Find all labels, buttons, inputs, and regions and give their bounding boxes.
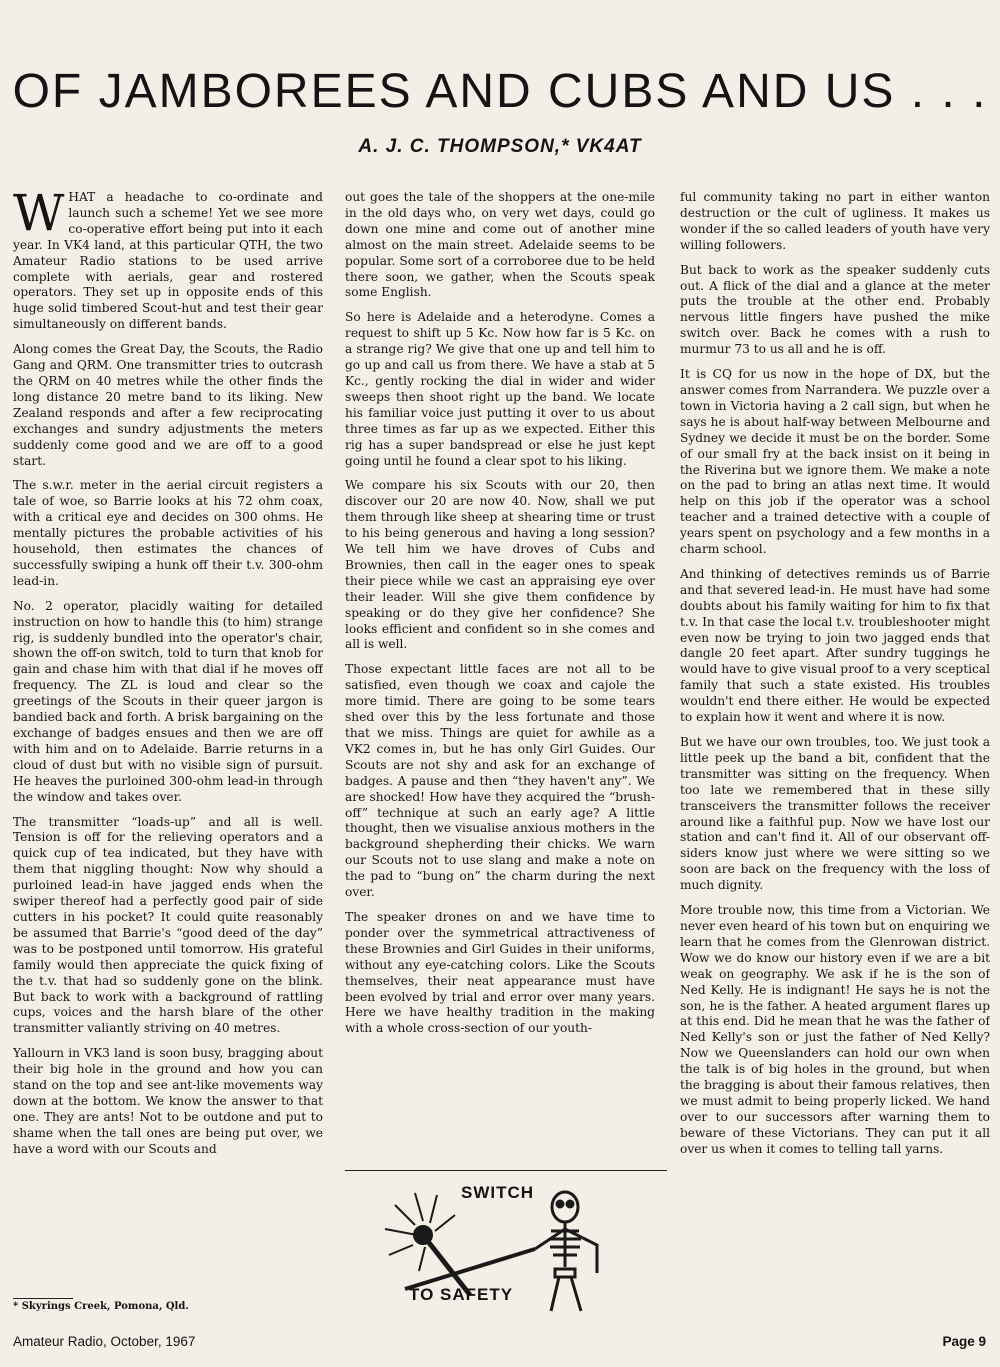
paragraph	[345, 190, 655, 301]
paragraph-text: The s.w.r. meter in the aerial circuit registers a tale of woe, so Barrie looks at his 72 ohm coax, with a critical eye and decides on 300 ohms. He mentally pictures the probable activities of his household, then estimates the chances of successfully swiping a hunk off their t.v. 300-ohm lead-in.	[13, 478, 323, 588]
paragraph-text: ful community taking no part in either wanton destruction or the cult of ugliness. It makes us wonder if the so called leaders of youth have very willing followers.	[680, 190, 990, 252]
paragraph-text: HAT a headache to co-ordinate and launch such a scheme! Yet we see more co-operative effort being put into it each year. In VK4 land, at this particular QTH, the two Amateur Radio stations to be used arrive complete with aerials, gear and rostered operators. They set up in opposite ends of this huge solid timbered Scout-hut and test their gear simultaneously on different bands.	[13, 190, 323, 332]
illustration-text-bottom: TO SAFETY	[409, 1285, 514, 1304]
article-column-3	[680, 190, 990, 1310]
paragraph	[345, 662, 655, 901]
paragraph	[680, 735, 990, 894]
article-title: OF JAMBOREES AND CUBS AND US . . .	[12, 65, 988, 118]
paragraph-text: Along comes the Great Day, the Scouts, the Radio Gang and QRM. One transmitter tries to outcrash the QRM on 40 metres while the other finds the long distance 20 metre band to its liking. New Zealand responds and after a few reciprocating exchanges and sundry adjustments the meters suddenly come good and we are off to a good start.	[13, 342, 323, 468]
switch-to-safety-illustration	[375, 1185, 645, 1315]
paragraph	[680, 903, 990, 1158]
paragraph-text: But we have our own troubles, too. We just took a little peek up the band a bit, confident that the transmitter was sitting on the frequency. When too late we remembered that in these silly transceivers the transmitter follows the receiver around like a faithful pup. Now we have lost our station and can't find it. All of our observant off-siders know just where we were sitting so we soon are back on the frequency with the loss of much dignity.	[680, 735, 990, 893]
illustration-rule	[345, 1170, 667, 1171]
paragraph-text: So here is Adelaide and a heterodyne. Comes a request to shift up 5 Kc. Now how far is 5 Kc. on a strange rig? We give that one up and tell him to go up and call us from there. We have a stab at 5 Kc., gently rocking the dial in wider and wider sweeps then shoot right up the band. We locate his familiar voice just putting it over to us about three times as far up as we expected. Either this rig has a super bandspread or else he just kept going until he found a clear spot to his liking.	[345, 310, 655, 468]
paragraph	[13, 599, 323, 806]
footer-publication: Amateur Radio, October, 1967	[13, 1334, 196, 1349]
paragraph-text: And thinking of detectives reminds us of Barrie and that severed lead-in. He must have had some doubts about his family waiting for him to fix that t.v. In that case the local t.v. troubleshooter might even now be trying to join two jagged ends that dangle 20 feet apart. After sundry tuggings he would have to give visual proof to a very sceptical family that such a state existed. His troubles wouldn't end there either. He would be expected to explain how it went and where it is now.	[680, 566, 990, 725]
paragraph	[680, 567, 990, 726]
paragraph-text: We compare his six Scouts with our 20, then discover our 20 are now 40. Now, shall we put them through like sheep at shearing time or trust to his being generous and having a long session? We tell him we have droves of Cubs and Brownies, then call in the eager ones to speak their piece while we cast an appraising eye over their leader. Will she give them confidence by speaking or do they give her confidence? She looks efficient and confident so in she comes and all is well.	[345, 478, 655, 652]
paragraph-text: out goes the tale of the shoppers at the one-mile in the old days who, on very wet days, could go down one mine and come out of another mine almost on the main street. Adelaide seems to be popular. Some sort of a corroboree due to be held there soon, we gather, when the Scouts speak some English.	[345, 190, 655, 300]
paragraph-text: Yallourn in VK3 land is soon busy, bragging about their big hole in the ground and how you can stand on the top and see ant-like movements way down at the bottom. We know the answer to that one. They are ants! Not to be outdone and put to shame when the tall ones are being put over, we have a word with our Scouts and	[13, 1046, 323, 1156]
illustration-text-top: SWITCH	[461, 1183, 535, 1202]
paragraph-text: The transmitter “loads-up” and all is well. Tension is off for the relieving operators and a quick cup of tea indicated, but they have with them that niggling thought: Now why should a purloined lead-in have jagged ends when the swiper thereof had a perfectly good pair of side cutters in his pocket? It could quite reasonably be assumed that Barrie's “good deed of the day” was to be postponed until tomorrow. His grateful family would then appreciate the quick fixing of the t.v. that had so suddenly gone on the blink. But back to work with a background of rattling cups, voices and the harsh blare of the other transmitter valiantly striving on 40 metres.	[13, 814, 323, 1036]
paragraph-text: No. 2 operator, placidly waiting for detailed instruction on how to handle this (to him) strange rig, is suddenly bundled into the operator's chair, shown the off-on switch, told to turn that knob for gain and chase him with that dial if he moves off frequency. The ZL is loud and clear so the greetings of the Scouts in their queer jargon is bandied back and forth. A brisk bargaining on the exchange of badges ensues and then we are off with him and on to Adelaide. Barrie returns in a cloud of dust but with no visible sign of pursuit. He heaves the purloined 300-ohm lead-in through the window and takes over.	[13, 598, 323, 804]
article-column-2	[345, 190, 655, 1160]
drop-cap: W	[13, 190, 65, 242]
paragraph	[345, 478, 655, 653]
article-byline: A. J. C. THOMPSON,* VK4AT	[358, 136, 642, 157]
paragraph-text: But back to work as the speaker suddenly cuts out. A flick of the dial and a glance at the meter puts the trouble at the other end. Probably nervous little fingers have pushed the mike switch over. Back he comes with a rush to murmur 73 to us all and he is off.	[680, 262, 990, 357]
paragraph	[13, 815, 323, 1038]
article-column-1	[13, 190, 323, 1295]
paragraph	[13, 478, 323, 589]
footnote-rule	[13, 1298, 73, 1299]
author-footnote: * Skyrings Creek, Pomona, Qld.	[13, 1301, 189, 1312]
paragraph-text: It is CQ for us now in the hope of DX, but the answer comes from Narrandera. We puzzle over a town in Victoria having a 2 call sign, but when he says he is about half-way between Melbourne and Sydney we decide it must be on the border. Some of our small fry at the back insist on it being in the Riverina but we ignore them. We make a note on the pad to bring an atlas next time. It would help on this job if the operator was a school teacher and a trained detective with a couple of years spent on psychology and a few months in a charm school.	[680, 367, 990, 557]
paragraph-text: The speaker drones on and we have time to ponder over the symmetrical attractiveness of these Brownies and Girl Guides in their uniforms, without any eye-catching colors. Like the Scouts themselves, their neat appearance must have been evolved by trial and error over many years. Here we have healthy tradition in the making with a whole cross-section of our youth-	[345, 909, 655, 1036]
paragraph	[13, 342, 323, 469]
footer-page-number: Page 9	[942, 1334, 986, 1349]
paragraph	[13, 1046, 323, 1157]
paragraph	[680, 190, 990, 254]
paragraph-text: More trouble now, this time from a Victorian. We never even heard of his town but on enquiring we learn that he comes from the Glenrowan district. Wow we do know our history even if we are a bit weak on geography. We ask if he is the son of Ned Kelly. He is indignant! He says he is not the son, he is the father. A heated argument flares up at this end. Did he mean that he was the father of Ned Kelly's son or just the father of Ned Kelly? Now we Queenslanders can hold our own when the talk is of big holes in the ground, but when the bragging is about their famous relatives, then we must admit to being properly licked. We hand over to our successors after warning them to beware of these Victorians. They can put it all over us when it comes to telling tall yarns.	[680, 903, 990, 1156]
paragraph	[680, 263, 990, 358]
paragraph	[345, 910, 655, 1037]
paragraph	[680, 367, 990, 558]
paragraph-text: Those expectant little faces are not all to be satisfied, even though we coax and cajole the more timid. There are going to be some tears shed over this by the less fortunate and those that we miss. Things are quiet for awhile as a VK2 comes in, but he has only Girl Guides. Our Scouts are not shy and ask for an exchange of badges. A pause and then “they haven't any”. We are shocked! How have they acquired the “brush-off” technique at such an early age? A little thought, then we visualise anxious mothers in the background shepherding their chicks. We warn our Scouts not to use slang and make a note on the pad to “bung on” the charm during the next over.	[345, 662, 655, 900]
paragraph	[345, 310, 655, 469]
paragraph	[13, 190, 323, 333]
